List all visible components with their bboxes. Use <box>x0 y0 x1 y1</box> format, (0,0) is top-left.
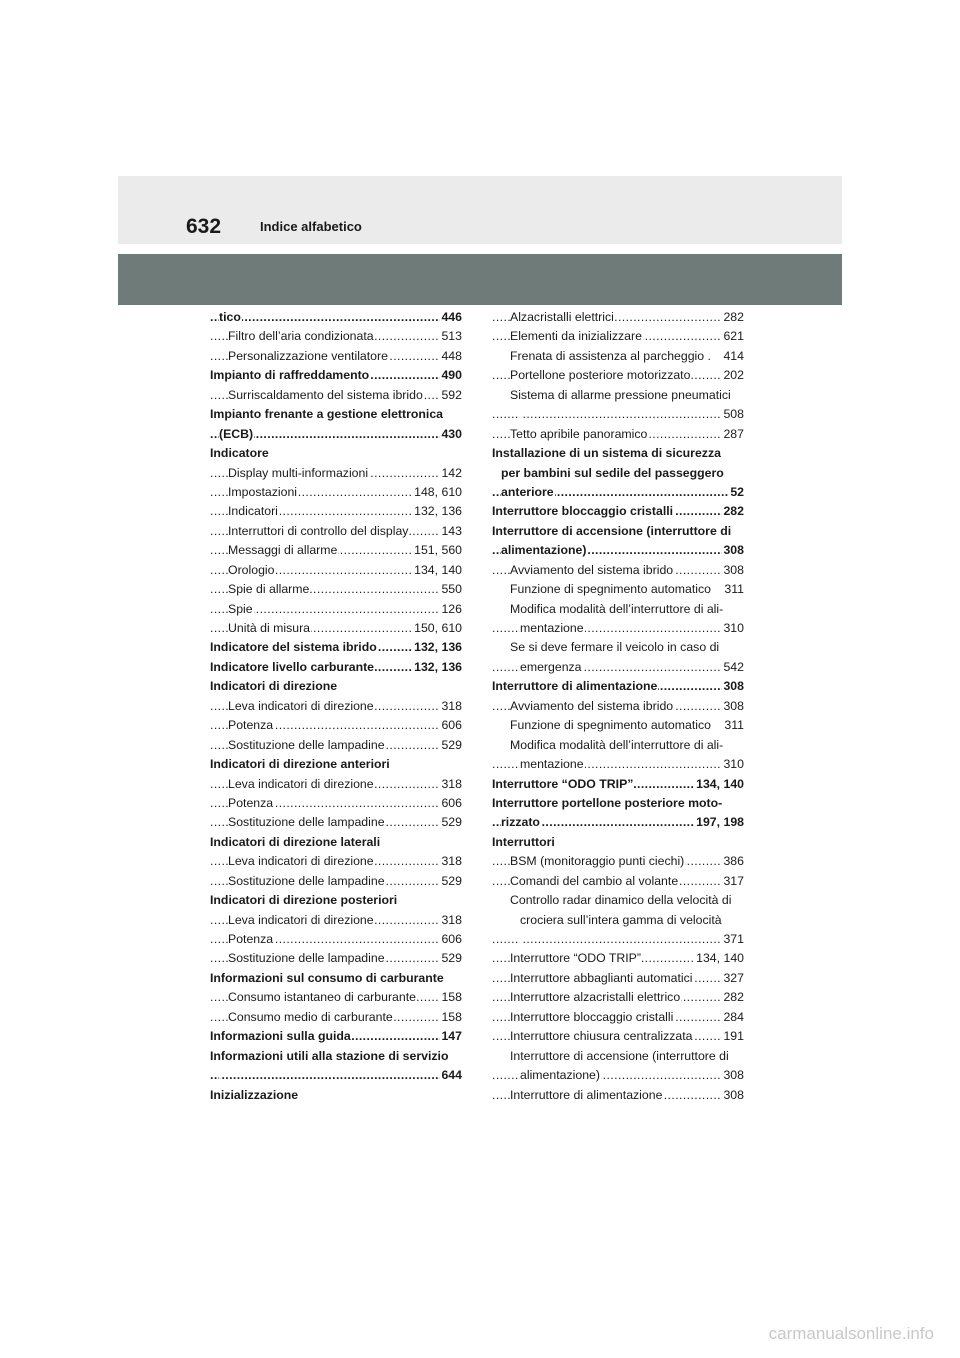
index-entry-page: 158 <box>440 988 462 1007</box>
index-entry-text: Avviamento del sistema ibrido <box>510 562 674 577</box>
index-entry-text: Elementi da inizializzare <box>510 329 642 344</box>
index-entry <box>210 1027 462 1046</box>
index-entry <box>210 522 462 541</box>
index-entry <box>210 988 462 1007</box>
index-entry-text: Alzacristalli elettrici <box>510 310 614 324</box>
index-entry-page: 284 <box>722 1008 744 1027</box>
index-entry-page: 132, 136 <box>413 658 462 677</box>
footer-watermark: carmanualsonline.info <box>768 1324 934 1343</box>
index-entry <box>210 327 462 346</box>
index-entry <box>492 813 744 832</box>
index-entry-page: 282 <box>722 308 744 327</box>
index-entry-page: 151, 560 <box>413 541 462 560</box>
index-entry-text: Interruttore chiusura centralizzata <box>510 1029 693 1044</box>
index-entry-page: 386 <box>722 852 744 871</box>
index-entry-text: Controllo radar dinamico della velocità di <box>510 893 732 908</box>
index-entry-text: Leva indicatori di direzione <box>228 776 374 791</box>
index-entry-text: Consumo istantaneo di carburante <box>228 990 416 1005</box>
index-entry <box>492 444 744 463</box>
index-entry-text: Interruttore “ODO TRIP” <box>492 776 634 791</box>
index-entry-text: Comandi del cambio al volante <box>510 873 679 888</box>
index-entry-page: 371 <box>722 930 744 949</box>
index-entry-page: 308 <box>722 541 744 560</box>
index-entry <box>210 386 462 405</box>
index-entry-text: Installazione di un sistema di sicurezza <box>492 446 721 461</box>
index-entry <box>210 1047 462 1066</box>
index-entry-page: 606 <box>440 794 462 813</box>
index-entry-text: Interruttori di controllo del display <box>228 523 409 538</box>
index-entry-page: 318 <box>440 697 462 716</box>
index-entry-page: 52 <box>729 483 744 502</box>
index-entry-text <box>219 1068 220 1082</box>
index-entry-page: 414 <box>722 347 744 366</box>
index-entry-page: 529 <box>440 813 462 832</box>
header-band <box>118 176 842 244</box>
index-entry-text: Sostituzione delle lampadine <box>228 815 385 830</box>
index-entry-text: anteriore <box>501 484 554 499</box>
index-entry-text <box>520 932 521 946</box>
index-entry-page: 147 <box>440 1027 462 1046</box>
index-entry-page: 644 <box>440 1066 462 1085</box>
index-entry <box>492 872 744 891</box>
index-entry <box>210 736 462 755</box>
index-entry <box>492 619 744 638</box>
index-entry-page: 542 <box>722 658 744 677</box>
index-entry <box>210 366 462 385</box>
index-entry-text: Interruttore “ODO TRIP” <box>510 951 641 966</box>
index-entry <box>210 561 462 580</box>
index-entry <box>210 833 462 852</box>
index-entry-text: Informazioni sul consumo di carburante <box>210 970 444 985</box>
index-entry-page: 308 <box>722 677 744 696</box>
index-entry-text: Potenza <box>228 718 274 733</box>
index-entry <box>492 833 744 852</box>
index-entry <box>210 425 462 444</box>
index-entry-text: Informazioni sulla guida <box>210 1029 351 1044</box>
index-entry-text: alimentazione) <box>501 543 587 558</box>
index-entry-page: 327 <box>722 969 744 988</box>
index-entry <box>210 483 462 502</box>
index-column-left <box>210 308 462 1105</box>
index-entry <box>210 911 462 930</box>
index-entry-text: Interruttore portellone posteriore moto- <box>492 795 723 810</box>
index-entry <box>492 736 744 755</box>
index-entry-page: 310 <box>722 755 744 774</box>
index-entry-page: 150, 610 <box>413 619 462 638</box>
index-entry <box>492 561 744 580</box>
index-entry <box>210 502 462 521</box>
index-entry-text: Surriscaldamento del sistema ibrido <box>228 387 423 402</box>
index-entry-text: Spie di allarme <box>228 582 310 597</box>
index-entry-text: Funzione di spegnimento automatico <box>510 582 711 597</box>
index-entry-page: 318 <box>440 775 462 794</box>
index-entry-text: Leva indicatori di direzione <box>228 912 374 927</box>
index-entry-text: Interruttore alzacristalli elettrico <box>510 990 681 1005</box>
index-entry-page: 606 <box>440 930 462 949</box>
index-entry-text: Unità di misura <box>228 621 311 635</box>
index-entry-text: Interruttore di accensione (interruttore di <box>492 523 732 538</box>
index-entry <box>210 697 462 716</box>
index-entry-page: 308 <box>722 1066 744 1085</box>
index-entry <box>492 464 744 483</box>
index-entry <box>492 366 744 385</box>
chapter-band <box>118 254 842 305</box>
index-entry-text: Interruttori <box>492 834 555 849</box>
index-entry-text: Impianto di raffreddamento <box>210 368 370 383</box>
index-entry-page: 606 <box>440 716 462 735</box>
index-entry-page: 621 <box>722 327 744 346</box>
index-entry-page: 446 <box>440 308 462 327</box>
index-entry <box>210 638 462 657</box>
index-entry-page: 310 <box>722 619 744 638</box>
index-entry-text: Interruttore abbaglianti automatici <box>510 970 693 985</box>
index-entry-text: Personalizzazione ventilatore <box>228 348 388 363</box>
index-entry-text: Indicatore <box>210 446 269 461</box>
index-entry-text: per bambini sul sedile del passeggero <box>501 465 724 480</box>
index-entry <box>492 891 744 910</box>
index-entry-page: 529 <box>440 872 462 891</box>
index-entry <box>492 327 744 346</box>
index-entry <box>210 1008 462 1027</box>
index-entry <box>210 308 462 327</box>
index-column-right <box>492 308 744 1105</box>
index-entry-text: Frenata di assistenza al parcheggio . <box>510 348 711 363</box>
index-entry <box>210 1066 462 1085</box>
index-entry-page: 197, 198 <box>695 813 744 832</box>
index-entry-text: Indicatori di direzione posteriori <box>210 893 398 908</box>
index-entry <box>210 775 462 794</box>
index-entry-text: Impianto frenante a gestione elettronica <box>210 407 444 422</box>
index-entry-text: Impostazioni <box>228 484 298 499</box>
index-entry-page: 448 <box>440 347 462 366</box>
index-entry-page: 508 <box>722 405 744 424</box>
index-entry <box>492 697 744 716</box>
index-entry-text: Sostituzione delle lampadine <box>228 873 385 888</box>
index-entry-page: 126 <box>440 600 462 619</box>
index-entry-text: Sostituzione delle lampadine <box>228 737 385 752</box>
index-entry-page: 202 <box>722 366 744 385</box>
index-entry <box>210 405 462 424</box>
index-entry-text: Messaggi di allarme <box>228 543 338 558</box>
index-entry <box>492 405 744 424</box>
index-entry-text: Interruttore di alimentazione <box>492 679 658 694</box>
index-entry-text: Modifica modalità dell’interruttore di ali- <box>510 737 724 752</box>
index-entry-page: 318 <box>440 911 462 930</box>
index-entry-page: 308 <box>722 1086 744 1105</box>
index-entry <box>492 425 744 444</box>
index-entry-text: Modifica modalità dell’interruttore di ali- <box>510 601 724 616</box>
index-entry <box>210 949 462 968</box>
index-entry <box>492 969 744 988</box>
index-entry <box>492 1027 744 1046</box>
index-entry <box>210 891 462 910</box>
index-entry <box>492 794 744 813</box>
index-entry <box>492 852 744 871</box>
index-entry <box>492 600 744 619</box>
index-entry <box>210 1086 462 1105</box>
index-entry-text: Indicatori di direzione anteriori <box>210 757 390 772</box>
index-entry-text: Sostituzione delle lampadine <box>228 951 385 966</box>
index-entry-text: BSM (monitoraggio punti ciechi) <box>510 854 685 869</box>
index-entry <box>492 483 744 502</box>
index-entry-text: emergenza <box>520 659 582 674</box>
index-entry-text: (ECB) <box>219 426 254 441</box>
index-entry-text: Filtro dell’aria condizionata <box>228 329 374 344</box>
index-entry-text: crociera sull’intera gamma di velocità <box>520 912 722 927</box>
index-entry-text: Indicatori di direzione laterali <box>210 834 381 849</box>
page-number: 632 <box>186 215 222 238</box>
index-entry-text: Potenza <box>228 795 274 810</box>
index-entry-page: 282 <box>722 502 744 521</box>
index-entry-page: 134, 140 <box>695 949 744 968</box>
index-entry-page: 318 <box>440 852 462 871</box>
index-entry <box>492 347 744 366</box>
index-entry <box>210 872 462 891</box>
index-entry-text: Funzione di spegnimento automatico <box>510 718 711 733</box>
index-entry-text: Se si deve fermare il veicolo in caso di <box>510 640 720 655</box>
index-entry-text: Orologio <box>228 562 275 577</box>
index-entry-text: Leva indicatori di direzione <box>228 854 374 869</box>
index-entry-page: 592 <box>440 386 462 405</box>
index-entry-page: 311 <box>723 580 744 599</box>
index-entry <box>492 755 744 774</box>
index-entry <box>492 1047 744 1066</box>
index-entry-text: Consumo medio di carburante <box>228 1009 393 1024</box>
index-entry-page: 143 <box>440 522 462 541</box>
index-entry <box>492 308 744 327</box>
index-entry-text: alimentazione) <box>520 1068 600 1083</box>
index-entry-text: Interruttore di alimentazione <box>510 1087 663 1102</box>
index-entry-text: Portellone posteriore motorizzato <box>510 368 691 383</box>
index-entry-text: Indicatori <box>228 504 278 519</box>
index-entry-text: mentazione <box>520 621 584 635</box>
index-entry-text: Interruttore di accensione (interruttore di <box>510 1048 729 1063</box>
index-entry <box>492 658 744 677</box>
index-entry-page: 134, 140 <box>695 775 744 794</box>
index-entry <box>210 677 462 696</box>
index-entry-page: 142 <box>440 464 462 483</box>
index-entry-text: Leva indicatori di direzione <box>228 698 374 713</box>
index-entry-page: 317 <box>722 872 744 891</box>
index-entry <box>210 969 462 988</box>
index-entry <box>492 716 744 735</box>
index-entry-text: Interruttore bloccaggio cristalli <box>510 1009 674 1024</box>
index-entry-page: 311 <box>723 716 744 735</box>
index-entry-text: Display multi-informazioni <box>228 465 369 480</box>
section-title: Indice alfabetico <box>260 219 362 234</box>
index-entry <box>210 541 462 560</box>
index-entry-text: Indicatori di direzione <box>210 679 338 694</box>
index-entry <box>210 716 462 735</box>
index-entry-text: Indicatore livello carburante <box>210 659 375 674</box>
index-entry-text: Potenza <box>228 932 274 946</box>
index-entry-text: Inizializzazione <box>210 1087 299 1102</box>
index-entry-page: 132, 136 <box>413 502 462 521</box>
index-entry-text: Sistema di allarme pressione pneumatici <box>510 387 731 402</box>
index-entry <box>210 619 462 638</box>
index-entry <box>210 813 462 832</box>
index-entry-page: 158 <box>440 1008 462 1027</box>
index-entry <box>210 580 462 599</box>
index-entry-page: 513 <box>440 327 462 346</box>
index-entry <box>492 502 744 521</box>
index-entry <box>492 949 744 968</box>
index-entry <box>210 444 462 463</box>
index-entry <box>210 600 462 619</box>
index-entry <box>492 988 744 1007</box>
index-entry-page: 308 <box>722 561 744 580</box>
index-entry-text: mentazione <box>520 757 584 772</box>
index-entry-page: 308 <box>722 697 744 716</box>
index-entry-page: 529 <box>440 949 462 968</box>
index-entry-text: Informazioni utili alla stazione di servizio <box>210 1048 449 1063</box>
index-entry <box>492 541 744 560</box>
index-entry <box>492 677 744 696</box>
index-entry <box>210 930 462 949</box>
index-entry <box>210 464 462 483</box>
index-entry-page: 148, 610 <box>413 483 462 502</box>
index-entry-text: Indicatore del sistema ibrido <box>210 640 377 655</box>
index-entry-page: 490 <box>440 366 462 385</box>
index-entry-text <box>520 407 521 421</box>
index-entry-text: Avviamento del sistema ibrido <box>510 698 674 713</box>
index-entry-text: Interruttore bloccaggio cristalli <box>492 504 674 519</box>
index-entry <box>210 347 462 366</box>
index-entry <box>210 658 462 677</box>
index-entry <box>210 794 462 813</box>
index-entry <box>210 852 462 871</box>
index-entry <box>492 638 744 657</box>
index-entry <box>492 1066 744 1085</box>
index-entry-page: 287 <box>722 425 744 444</box>
index-entry <box>492 911 744 930</box>
index-entry <box>492 386 744 405</box>
index-entry <box>210 755 462 774</box>
index-entry <box>492 775 744 794</box>
index-entry-page: 550 <box>440 580 462 599</box>
index-entry-text: Tetto apribile panoramico <box>510 426 648 441</box>
index-entry-page: 282 <box>722 988 744 1007</box>
index-entry-page: 134, 140 <box>413 561 462 580</box>
index-entry-text: Spie <box>228 601 253 616</box>
index-entry-page: 191 <box>722 1027 744 1046</box>
index-entry-page: 430 <box>440 425 462 444</box>
index-entry <box>492 522 744 541</box>
index-entry-page: 529 <box>440 736 462 755</box>
index-entry-page: 132, 136 <box>413 638 462 657</box>
index-entry <box>492 1086 744 1105</box>
index-entry <box>492 580 744 599</box>
index-entry <box>492 930 744 949</box>
index-entry-text: tico <box>219 310 241 324</box>
index-entry <box>492 1008 744 1027</box>
index-entry-text: rizzato <box>501 815 540 830</box>
